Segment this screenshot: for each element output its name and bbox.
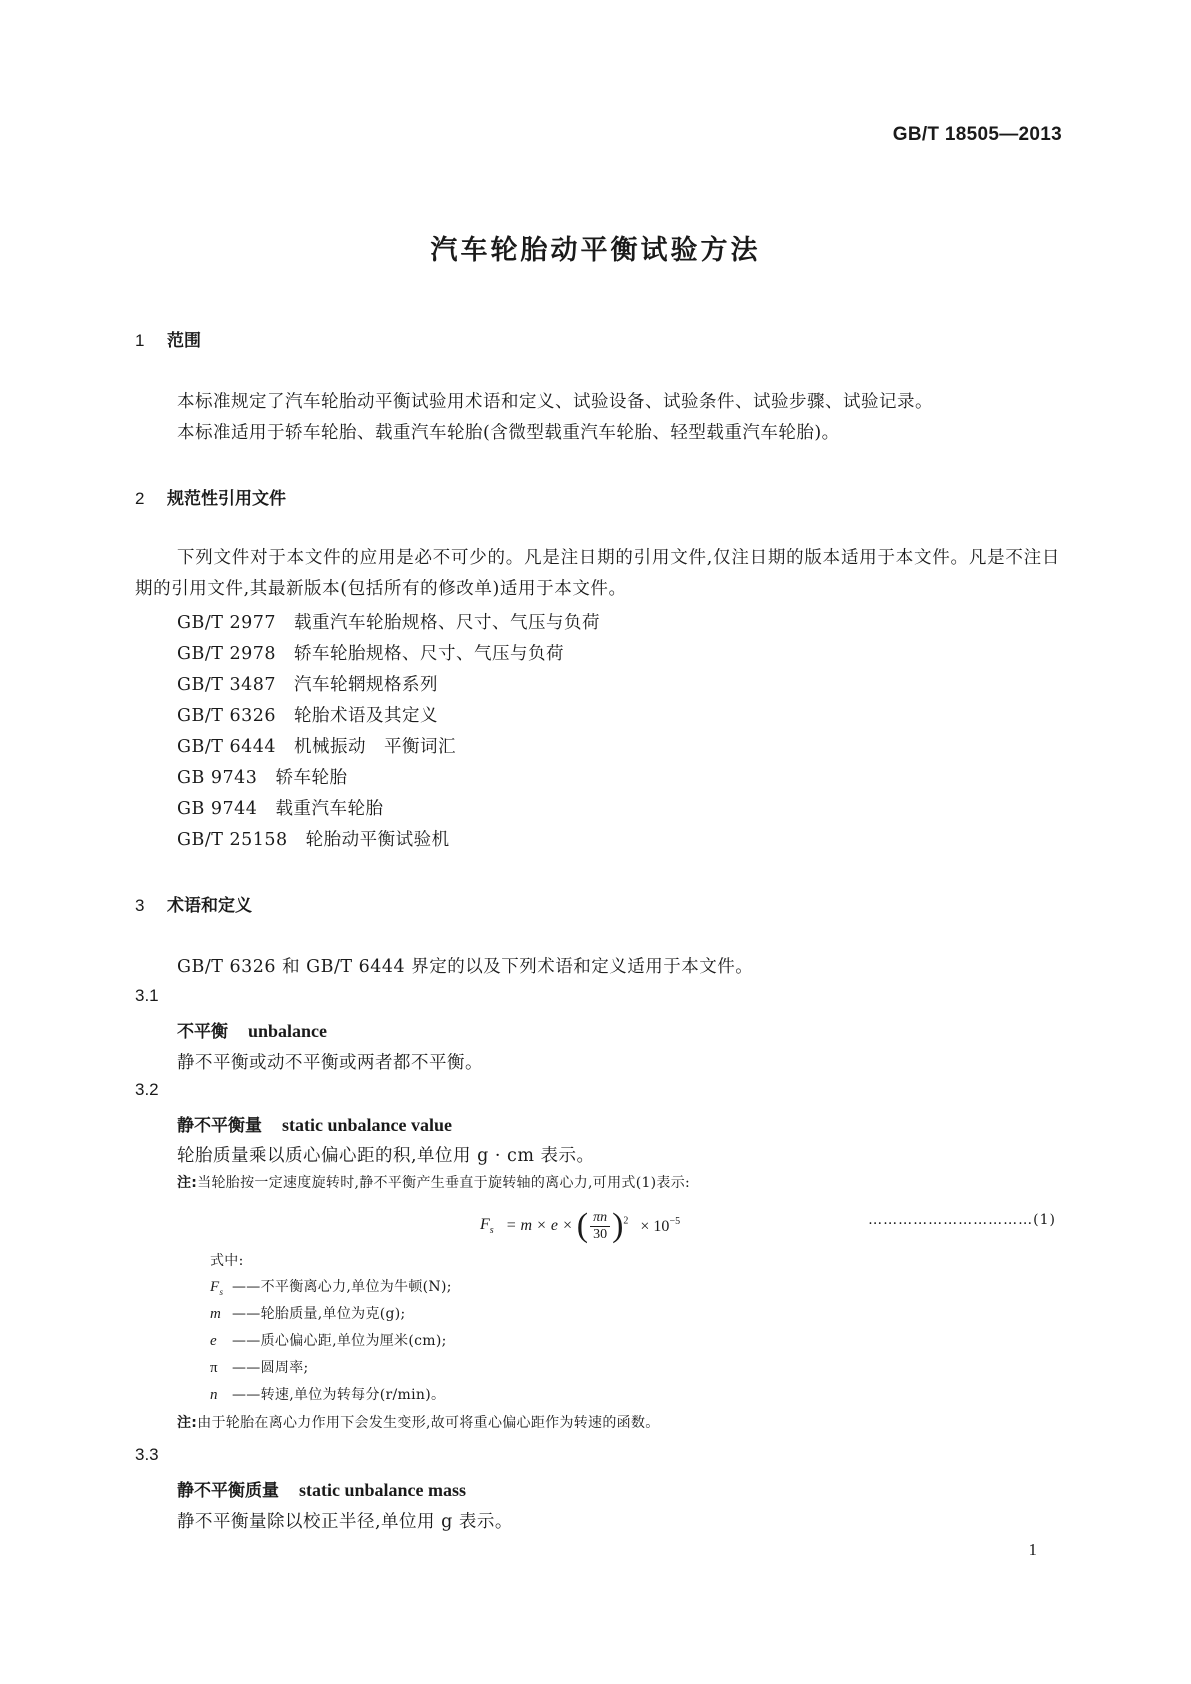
where-item: m ——轮胎质量,单位为克(g); xyxy=(210,1306,406,1322)
clause-number: 3.3 xyxy=(135,1445,159,1464)
term-en: unbalance xyxy=(248,1021,328,1041)
note-label: 注: xyxy=(177,1175,198,1191)
reference-item xyxy=(177,826,450,851)
page-number: 1 xyxy=(1028,1540,1037,1559)
formula-1 xyxy=(480,1206,680,1248)
formula-eq: = m × e × xyxy=(505,1217,573,1234)
section-title: 规范性引用文件 xyxy=(167,489,286,509)
where-item: $F_s$ ——不平衡离心力,单位为牛顿(N); xyxy=(210,1279,452,1297)
reference-item xyxy=(177,640,564,665)
reference-code: GB/T 6444 xyxy=(177,737,277,757)
reference-title: 轿车轮胎规格、尺寸、气压与负荷 xyxy=(294,644,565,664)
reference-code: GB 9744 xyxy=(177,799,258,819)
reference-item xyxy=(177,609,600,634)
reference-title: 轮胎术语及其定义 xyxy=(294,706,439,726)
clause-number: 3.1 xyxy=(135,986,159,1005)
section-number: 1 xyxy=(135,331,145,350)
paragraph: 本标准规定了汽车轮胎动平衡试验用术语和定义、试验设备、试验条件、试验步骤、试验记录。 xyxy=(177,392,933,412)
term-zh: 静不平衡质量 xyxy=(177,1481,279,1501)
reference-item xyxy=(177,733,456,758)
reference-title: 机械振动 平衡词汇 xyxy=(294,737,457,757)
term-zh: 不平衡 xyxy=(177,1022,228,1042)
term-heading xyxy=(177,1476,466,1501)
where-label: 式中: xyxy=(210,1253,244,1269)
paragraph: GB/T 6326 和 GB/T 6444 界定的以及下列术语和定义适用于本文件。 xyxy=(177,957,754,977)
clause-number: 3.2 xyxy=(135,1080,159,1099)
section-title: 范围 xyxy=(167,331,201,351)
section-title: 术语和定义 xyxy=(167,896,252,916)
reference-code: GB/T 3487 xyxy=(177,675,277,695)
paragraph: 下列文件对于本文件的应用是必不可少的。凡是注日期的引用文件,仅注日期的版本适用于本文件。凡是不注日期的引用文件,其最新版本(包括所有的修改单)适用于本文件。 xyxy=(135,548,1060,599)
term-definition: 静不平衡量除以校正半径,单位用 g 表示。 xyxy=(177,1512,513,1532)
term-zh: 静不平衡量 xyxy=(177,1116,262,1136)
term-en: static unbalance value xyxy=(282,1115,453,1135)
document-title: 汽车轮胎动平衡试验方法 xyxy=(430,235,761,266)
term-en: static unbalance mass xyxy=(299,1480,467,1500)
term-definition: 静不平衡或动不平衡或两者都不平衡。 xyxy=(177,1053,483,1073)
reference-item xyxy=(177,764,347,789)
reference-title: 载重汽车轮胎规格、尺寸、气压与负荷 xyxy=(294,613,601,633)
term-heading xyxy=(177,1017,327,1042)
left-paren: ( xyxy=(576,1207,589,1244)
term-definition: 轮胎质量乘以质心偏心距的积,单位用 g · cm 表示。 xyxy=(177,1146,595,1166)
note-label: 注: xyxy=(177,1415,198,1431)
note xyxy=(177,1412,660,1432)
section-3-heading xyxy=(135,891,252,916)
fraction: $\frac{\pi n}{30}$ xyxy=(590,1210,610,1243)
reference-title: 汽车轮辋规格系列 xyxy=(294,675,439,695)
equation-number: ……………………………(1) xyxy=(868,1212,1056,1228)
reference-code: GB/T 6326 xyxy=(177,706,277,726)
section-2-heading xyxy=(135,484,286,509)
note xyxy=(177,1172,690,1192)
exponent: 2 xyxy=(623,1215,629,1227)
reference-item xyxy=(177,795,383,820)
formula-tail: × $10^{-5}$ xyxy=(640,1216,681,1235)
standard-number: GB/T 18505—2013 xyxy=(892,124,1062,145)
term-heading xyxy=(177,1111,452,1136)
reference-code: GB/T 2978 xyxy=(177,644,277,664)
reference-title: 轮胎动平衡试验机 xyxy=(305,830,450,850)
where-item: n ——转速,单位为转每分(r/min)。 xyxy=(210,1387,446,1403)
section-1-heading xyxy=(135,326,201,351)
note-text: 由于轮胎在离心力作用下会发生变形,故可将重心偏心距作为转速的函数。 xyxy=(197,1415,660,1431)
right-paren: ) xyxy=(612,1207,624,1244)
reference-code: GB/T 2977 xyxy=(177,613,277,633)
paragraph: 本标准适用于轿车轮胎、载重汽车轮胎(含微型载重汽车轮胎、轻型载重汽车轮胎)。 xyxy=(177,423,840,443)
reference-title: 轿车轮胎 xyxy=(275,768,348,788)
reference-code: GB/T 25158 xyxy=(177,830,288,850)
where-item: π ——圆周率; xyxy=(210,1360,309,1376)
note-text: 当轮胎按一定速度旋转时,静不平衡产生垂直于旋转轴的离心力,可用式(1)表示: xyxy=(197,1175,691,1191)
reference-code: GB 9743 xyxy=(177,768,258,788)
where-item: e ——质心偏心距,单位为厘米(cm); xyxy=(210,1333,447,1349)
reference-item xyxy=(177,702,438,727)
reference-title: 载重汽车轮胎 xyxy=(275,799,384,819)
formula-lhs: $F_s$ xyxy=(480,1216,494,1237)
reference-item xyxy=(177,671,438,696)
section-number: 2 xyxy=(135,489,145,508)
section-number: 3 xyxy=(135,896,145,915)
